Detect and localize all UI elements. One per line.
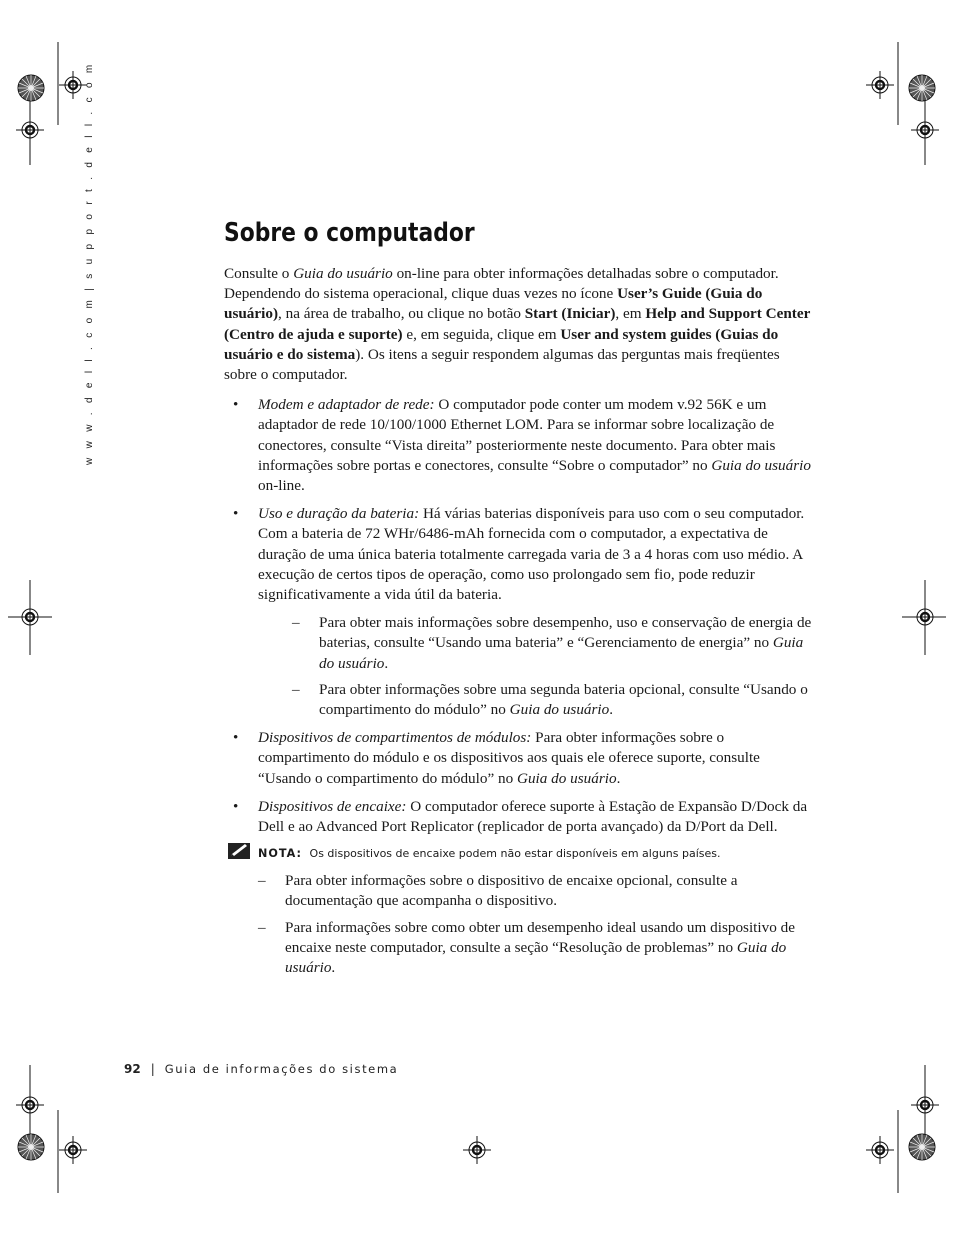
footer-separator: | — [150, 1062, 155, 1076]
note-pencil-icon — [228, 843, 250, 859]
footer-title: Guia de informações do sistema — [164, 1062, 399, 1076]
text-run: on-line para obter informações detalhadas sobre o computador. Dependendo do sistema operacional, clique duas vezes no ícone — [224, 265, 779, 303]
text-run: e, em seguida, clique em — [402, 325, 561, 343]
text-run: Help and Support Center (Centro de ajuda e suporte) — [224, 305, 811, 343]
text-run: Uso e duração da bateria: — [258, 505, 420, 523]
intro-paragraph — [224, 264, 814, 385]
text-run: Para obter informações sobre uma segunda bateria opcional, consulte “Usando o compartimento do módulo” no — [319, 680, 808, 719]
page-number: 92 — [124, 1062, 141, 1076]
text-run: Guia do usuário — [516, 769, 617, 787]
text-run: Para obter mais informações sobre desempenho, uso e conservação de energia de baterias, consulte “Usando uma bateria” e “Gerenciamento de energia” no — [319, 614, 812, 652]
text-run: Dispositivos de compartimentos de módulos: — [258, 729, 532, 747]
text-run: User and system guides (Guias do usuário e do sistema — [224, 325, 779, 363]
note-label: NOTA: — [258, 847, 302, 861]
bullet-item-modem — [224, 395, 814, 496]
side-url-text: w w w . d e l l . c o m | s u p p o r t . d e l l . c o m — [84, 61, 95, 465]
text-run: Guia do usuário — [319, 634, 804, 672]
text-run: . — [609, 701, 614, 719]
page-footer — [124, 1062, 398, 1076]
dock-dash-list — [224, 871, 814, 978]
text-run: Guia do usuário — [509, 701, 610, 719]
note-text: Os dispositivos de encaixe podem não estar disponíveis em alguns países. — [309, 847, 721, 861]
text-run: Há várias baterias disponíveis para uso com o seu computador. Com a bateria de 72 WHr/6486-mAh fornecida com o computador, a expectativa de duração de uma única bateria totalmente carregada varia de 3 a 4 horas com uso médio. A execução de certos tipos de operação, como uso prolongado sem fio, pode reduzir significativamente a vida útil da bateria. — [258, 505, 805, 604]
bullet-item-module-bay — [224, 728, 814, 789]
text-run: Modem e adaptador de rede: — [258, 396, 435, 414]
text-run: Start (Iniciar) — [524, 305, 616, 323]
bullet-item-docking — [224, 797, 814, 837]
text-run: , na área de trabalho, ou clique no botão — [278, 305, 525, 323]
bullet-item-battery — [224, 504, 814, 720]
text-run: , em — [615, 305, 646, 323]
text-run: Para obter informações sobre o compartimento do módulo e os dispositivos aos quais ele oferece suporte, consulte “Usando o compartimento do módulo” no — [258, 729, 760, 787]
text-run: O computador pode conter um modem v.92 56K e um adaptador de rede 10/100/1000 Ethernet LOM. Para se informar sobre localização de conectores, consulte “Vista direita” posteriormente neste documento. Para obter mais informações sobre portas e conectores, consulte “Sobre o computador” no — [258, 396, 776, 474]
bullet-text — [258, 396, 811, 494]
text-run: Guia do usuário — [711, 456, 811, 474]
text-run: . — [384, 654, 389, 672]
bullet-text — [258, 729, 760, 786]
dash-item — [224, 918, 814, 979]
dash-item — [258, 613, 814, 674]
page-title: Sobre o computador — [224, 218, 475, 248]
text-run: Guia do usuário — [285, 938, 787, 977]
text-run: on-line. — [258, 477, 305, 495]
bullet-list — [224, 395, 814, 837]
text-run: . — [616, 769, 621, 787]
dash-item — [224, 871, 814, 911]
note-box — [224, 845, 814, 863]
text-run: Guia do usuário — [293, 265, 393, 282]
text-run: User’s Guide (Guia do usuário) — [224, 285, 763, 323]
text-run: Para obter informações sobre o dispositivo de encaixe opcional, consulte a documentação que acompanha o dispositivo. — [285, 872, 738, 910]
text-run: Consulte o — [224, 265, 294, 282]
dash-item — [258, 680, 814, 720]
main-content — [224, 216, 814, 984]
text-run: . — [331, 959, 336, 977]
text-run: Dispositivos de encaixe: — [258, 797, 407, 815]
text-run: O computador oferece suporte à Estação de Expansão D/Dock da Dell e ao Advanced Port Replicator (replicador de porta avançado) da D/Port da Dell. — [258, 797, 808, 836]
bullet-text — [258, 505, 804, 603]
text-run: ). Os itens a seguir respondem algumas das perguntas mais freqüentes sobre o computador. — [224, 345, 780, 384]
dash-list — [258, 613, 814, 720]
text-run: Para informações sobre como obter um desempenho ideal usando um dispositivo de encaixe neste computador, consulte a seção “Resolução de problemas” no — [285, 918, 795, 956]
bullet-text — [258, 798, 807, 835]
